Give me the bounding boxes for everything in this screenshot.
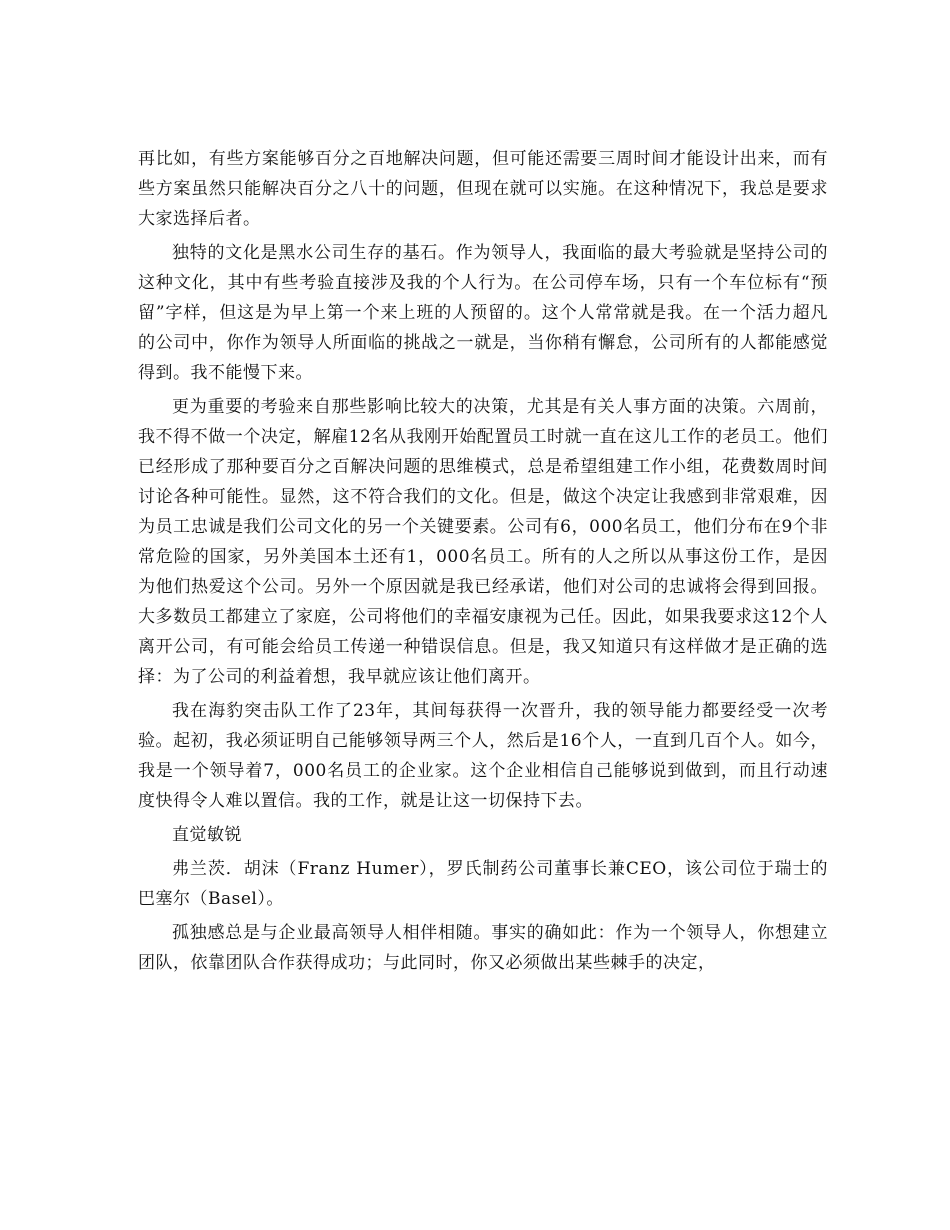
document-body [138,144,828,982]
paragraph-3: 更为重要的考验来自那些影响比较大的决策，尤其是有关人事方面的决策。六周前，我不得不做一个决定，解雇12名从我刚开始配置员工时就一直在这儿工作的老员工。他们已经形成了那种要百分之百解决问题的思维模式，总是希望组建工作小组，花费数周时间讨论各种可能性。显然，这不符合我们的文化。但是，做这个决定让我感到非常艰难，因为员工忠诚是我们公司文化的另一个关键要素。公司有6，000名员工，他们分布在9个非常危险的国家，另外美国本土还有1，000名员工。所有的人之所以从事这份工作，是因为他们热爱这个公司。另外一个原因就是我已经承诺，他们对公司的忠诚将会得到回报。大多数员工都建立了家庭，公司将他们的幸福安康视为己任。因此，如果我要求这12个人离开公司，有可能会给员工传递一种错误信息。但是，我又知道只有这样做才是正确的选择：为了公司的利益着想，我早就应该让他们离开。 [138,397,828,687]
paragraph-2: 独特的文化是黑水公司生存的基石。作为领导人，我面临的最大考验就是坚持公司的这种文化，其中有些考验直接涉及我的个人行为。在公司停车场，只有一个车位标有“预留”字样，但这是为早上第一个来上班的人预留的。这个人常常就是我。在一个活力超凡的公司中，你作为领导人所面临的挑战之一就是，当你稍有懈怠，公司所有的人都能感觉得到。我不能慢下来。 [138,243,828,383]
paragraph-1: 再比如，有些方案能够百分之百地解决问题，但可能还需要三周时间才能设计出来，而有些方案虽然只能解决百分之八十的问题，但现在就可以实施。在这种情况下，我总是要求大家选择后者。 [138,149,828,229]
paragraph-4: 我在海豹突击队工作了23年，其间每获得一次晋升，我的领导能力都要经受一次考验。起初，我必须证明自己能够领导两三个人，然后是16个人，一直到几百个人。如今，我是一个领导着7，000名员工的企业家。这个企业相信自己能够说到做到，而且行动速度快得令人难以置信。我的工作，就是让这一切保持下去。 [138,701,828,811]
paragraph-5: 弗兰茨．胡沫（Franz Humer），罗氏制药公司董事长兼CEO，该公司位于瑞士的巴塞尔（Basel）。 [138,859,828,909]
section-heading: 直觉敏锐 [172,825,242,845]
paragraph-6: 孤独感总是与企业最高领导人相伴相随。事实的确如此：作为一个领导人，你想建立团队，依靠团队合作获得成功；与此同时，你又必须做出某些棘手的决定， [138,923,828,973]
